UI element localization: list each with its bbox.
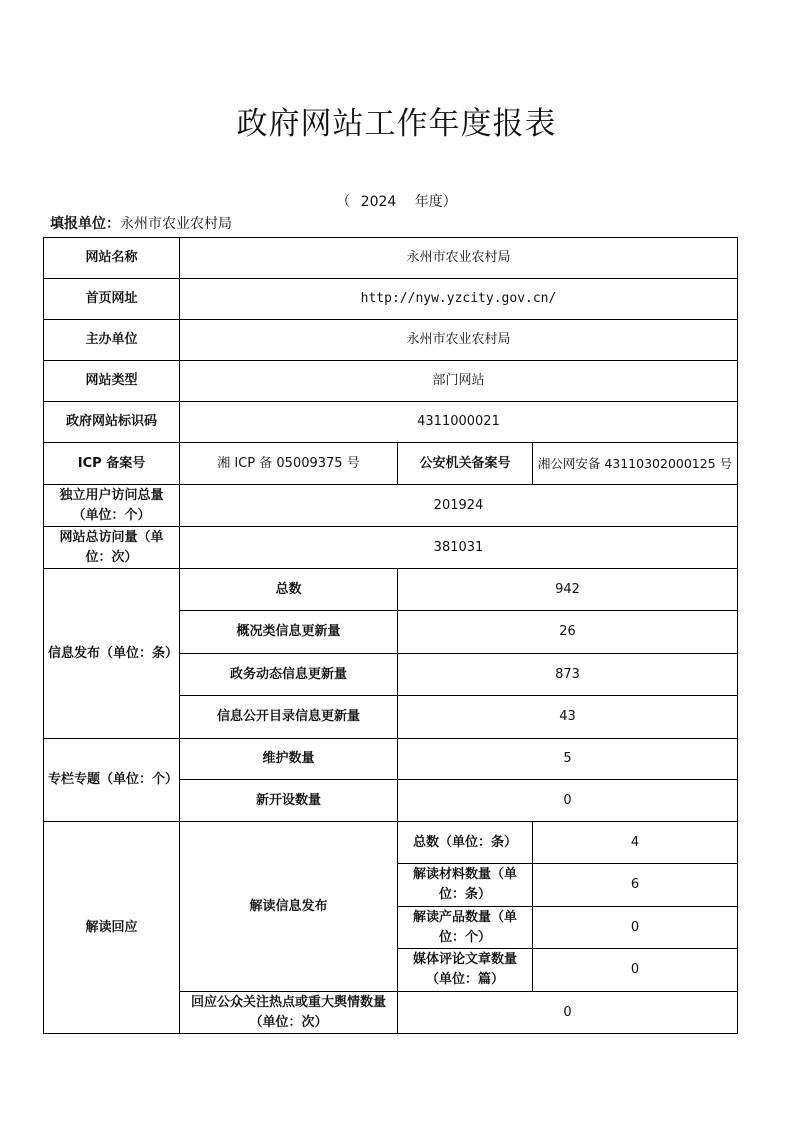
info-total-value: 942	[398, 569, 738, 611]
table-row	[44, 279, 738, 320]
interpretation-release-label: 解读信息发布	[180, 822, 398, 992]
columns-label: 专栏专题（单位：个）	[44, 739, 180, 822]
total-visits-label: 网站总访问量（单位：次）	[44, 527, 180, 569]
table-row	[44, 320, 738, 361]
table-row	[44, 485, 738, 527]
maintain-count-label: 维护数量	[180, 739, 398, 780]
news-update-value: 873	[398, 654, 738, 696]
interp-media-value: 0	[533, 949, 738, 992]
maintain-count-value: 5	[398, 739, 738, 780]
interp-material-value: 6	[533, 864, 738, 907]
homepage-url: http://nyw.yzcity.gov.cn/	[180, 279, 738, 320]
overview-update-label: 概况类信息更新量	[180, 611, 398, 654]
report-year	[0, 191, 793, 211]
hotspot-response-value: 0	[398, 992, 738, 1034]
total-visits-value: 381031	[180, 527, 738, 569]
news-update-label: 政务动态信息更新量	[180, 654, 398, 696]
year-suffix: 年度）	[414, 194, 457, 210]
hotspot-response-label: 回应公众关注热点或重大舆情数量（单位：次）	[180, 992, 398, 1034]
table-row	[44, 238, 738, 279]
new-count-label: 新开设数量	[180, 780, 398, 822]
police-record-value: 湘公网安备 43110302000125 号	[533, 443, 738, 485]
site-name-value: 永州市农业农村局	[180, 238, 738, 279]
site-type-label: 网站类型	[44, 361, 180, 402]
table-row	[44, 569, 738, 611]
sponsor-value: 永州市农业农村局	[180, 320, 738, 361]
site-type-value: 部门网站	[180, 361, 738, 402]
unique-visitors-label: 独立用户访问总量（单位：个）	[44, 485, 180, 527]
report-table	[43, 237, 738, 1034]
homepage-label: 首页网址	[44, 279, 180, 320]
interpretation-label: 解读回应	[44, 822, 180, 1034]
table-row	[44, 361, 738, 402]
table-row	[44, 739, 738, 780]
info-total-label: 总数	[180, 569, 398, 611]
site-code-label: 政府网站标识码	[44, 402, 180, 443]
sponsor-label: 主办单位	[44, 320, 180, 361]
filing-unit-value: 永州市农业农村局	[120, 216, 232, 232]
icp-label: ICP 备案号	[44, 443, 180, 485]
table-row	[44, 822, 738, 864]
table-row	[44, 443, 738, 485]
catalog-update-value: 43	[398, 696, 738, 739]
interp-product-label: 解读产品数量（单位：个）	[398, 907, 533, 949]
icp-value: 湘 ICP 备 05009375 号	[180, 443, 398, 485]
unique-visitors-value: 201924	[180, 485, 738, 527]
interp-product-value: 0	[533, 907, 738, 949]
interp-media-label: 媒体评论文章数量（单位：篇）	[398, 949, 533, 992]
table-row	[44, 527, 738, 569]
catalog-update-label: 信息公开目录信息更新量	[180, 696, 398, 739]
info-release-label: 信息发布（单位：条）	[44, 569, 180, 739]
page-title: 政府网站工作年度报表	[236, 106, 557, 142]
filing-unit	[50, 213, 232, 233]
filing-unit-label: 填报单位：	[50, 216, 120, 232]
site-code-value: 4311000021	[180, 402, 738, 443]
year-value: 2024	[360, 194, 397, 210]
interp-total-value: 4	[533, 822, 738, 864]
year-open-paren: （	[336, 194, 351, 210]
overview-update-value: 26	[398, 611, 738, 654]
table-row	[44, 402, 738, 443]
site-name-label: 网站名称	[44, 238, 180, 279]
new-count-value: 0	[398, 780, 738, 822]
interp-total-label: 总数（单位：条）	[398, 822, 533, 864]
interp-material-label: 解读材料数量（单位：条）	[398, 864, 533, 907]
police-record-label: 公安机关备案号	[398, 443, 533, 485]
